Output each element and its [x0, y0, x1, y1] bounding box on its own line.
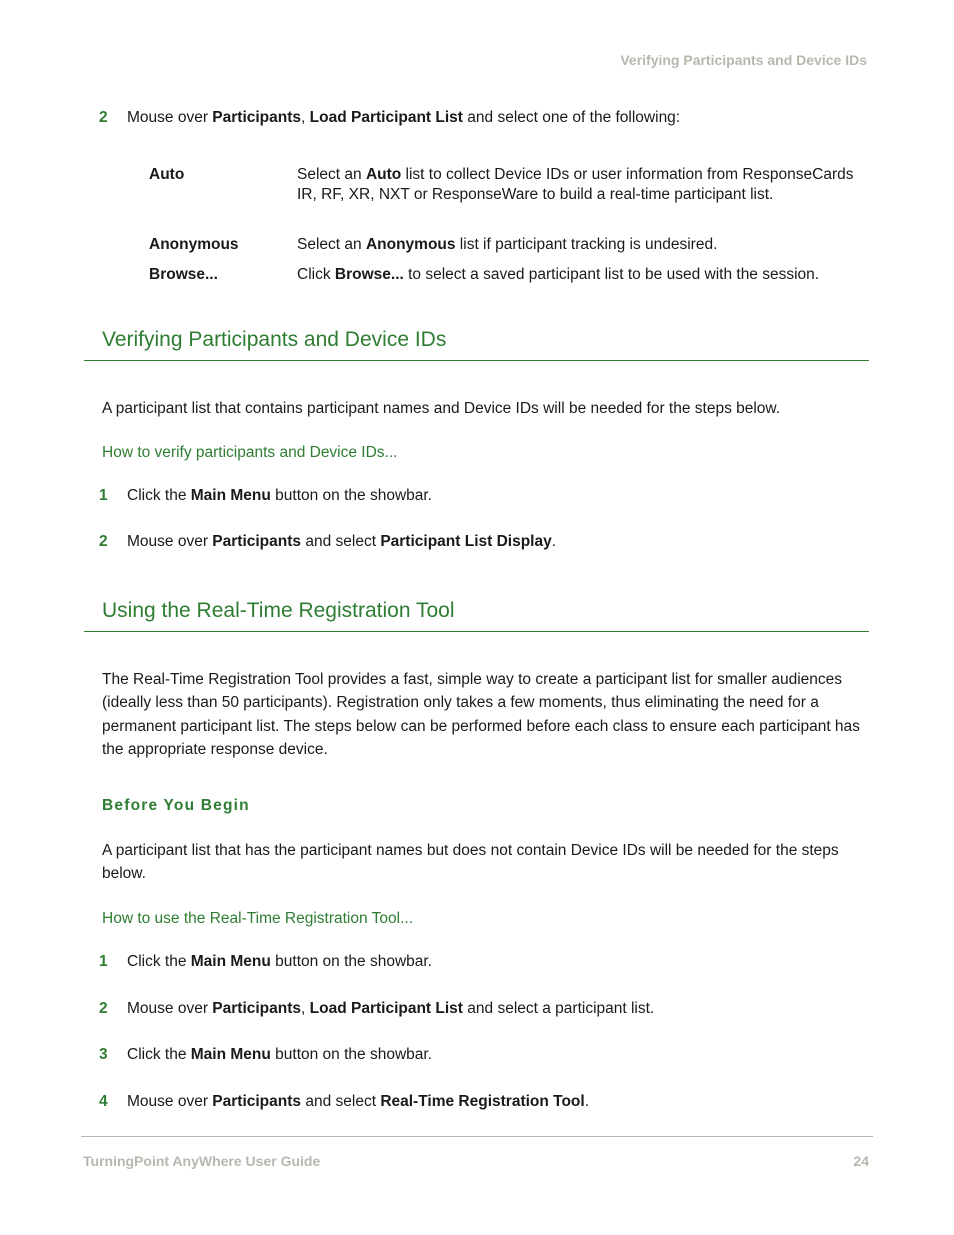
step-text: Mouse over Participants, Load Participant List and select one of the following:	[127, 109, 681, 126]
step-number: 2	[99, 1000, 108, 1017]
section-paragraph: A participant list that contains participant names and Device IDs will be needed for the steps below.	[102, 400, 781, 417]
step-text: Mouse over Participants and select Real-Time Registration Tool.	[127, 1093, 590, 1110]
section-paragraph: The Real-Time Registration Tool provides a fast, simple way to create a participant list for smaller audiences (ideally less than 50 participants). Registration only takes a few moments, thus eliminating the need for a permanent participant list. The steps below can be performed before each class to ensure each participant has the appropriate response device.	[102, 671, 860, 758]
step-number: 2	[99, 533, 108, 550]
page-number: 24	[853, 1153, 869, 1169]
step-text: Mouse over Participants and select Participant List Display.	[127, 533, 557, 550]
subheading-before-you-begin: Before You Begin	[102, 797, 250, 814]
footer-divider	[81, 1136, 873, 1137]
running-header: Verifying Participants and Device IDs	[620, 52, 867, 68]
step-number: 1	[99, 953, 108, 970]
section-heading-registration: Using the Real-Time Registration Tool	[102, 599, 455, 622]
section-divider	[84, 631, 869, 632]
howto-heading: How to verify participants and Device IDs...	[102, 444, 398, 461]
section-divider	[84, 360, 869, 361]
step-text: Click the Main Menu button on the showbar.	[127, 953, 432, 970]
step-text: Mouse over Participants, Load Participant List and select a participant list.	[127, 1000, 655, 1017]
step-text: Click the Main Menu button on the showbar.	[127, 1046, 432, 1063]
step-number: 3	[99, 1046, 108, 1063]
option-desc-auto: Select an Auto list to collect Device IDs or user information from ResponseCards IR, RF, XR, NXT or ResponseWare to build a real-time participant list.	[297, 166, 854, 203]
footer-guide-title: TurningPoint AnyWhere User Guide	[83, 1153, 321, 1169]
option-term-anonymous: Anonymous	[149, 236, 239, 253]
step-number: 1	[99, 487, 108, 504]
howto-heading: How to use the Real-Time Registration Tool...	[102, 910, 413, 927]
option-desc-anonymous: Select an Anonymous list if participant tracking is undesired.	[297, 236, 718, 253]
step-number: 2	[99, 109, 108, 126]
section-heading-verify: Verifying Participants and Device IDs	[102, 328, 447, 351]
option-term-browse: Browse...	[149, 266, 218, 283]
option-term-auto: Auto	[149, 166, 185, 183]
step-text: Click the Main Menu button on the showbar.	[127, 487, 432, 504]
step-number: 4	[99, 1093, 108, 1110]
option-desc-browse: Click Browse... to select a saved participant list to be used with the session.	[297, 266, 820, 283]
section-paragraph: A participant list that has the participant names but does not contain Device IDs will be needed for the steps below.	[102, 842, 839, 883]
